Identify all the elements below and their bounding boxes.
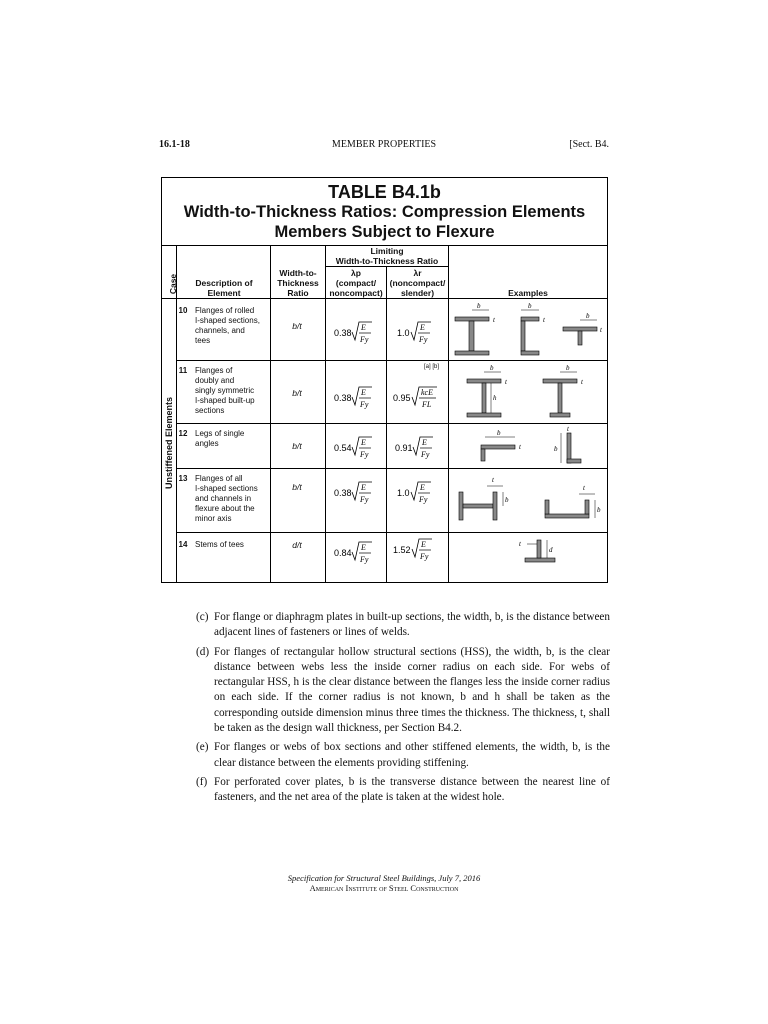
svg-text:0.38: 0.38 — [334, 393, 352, 403]
lambda-p-header: λp (compact/ noncompact) — [329, 268, 383, 298]
svg-text:E: E — [361, 543, 366, 552]
case-number-12: 12 — [178, 429, 188, 438]
example-figure-12 — [451, 425, 607, 468]
svg-text:Fy: Fy — [420, 552, 429, 561]
case-header: Case — [168, 273, 178, 295]
svg-text:Fy: Fy — [360, 495, 369, 504]
table-title: TABLE B4.1b — [328, 182, 441, 202]
svg-text:0.84: 0.84 — [334, 548, 352, 558]
svg-text:b: b — [497, 429, 501, 437]
limiting-header: Limiting Width-to-Thickness Ratio — [335, 246, 439, 266]
table-notes — [196, 610, 610, 806]
description-13: Flanges of all I-shaped sections and channels in flexure about the minor axis — [195, 474, 258, 523]
svg-text:Fy: Fy — [421, 450, 430, 459]
limiting-rule — [326, 266, 448, 267]
svg-text:0.54: 0.54 — [334, 443, 352, 453]
svg-text:t: t — [505, 378, 507, 386]
svg-text:E: E — [420, 323, 425, 332]
ratio-11: b/t — [292, 388, 302, 398]
svg-text:b: b — [490, 364, 494, 372]
svg-text:Fy: Fy — [360, 555, 369, 564]
svg-text:1.0: 1.0 — [397, 488, 410, 498]
svg-text:E: E — [361, 388, 366, 397]
running-head — [159, 139, 609, 153]
svg-text:b: b — [505, 496, 509, 504]
footer-specification: Specification for Structural Steel Buildings, July 7, 2016 — [287, 873, 481, 883]
examples-header: Examples — [508, 288, 548, 298]
case-number-10: 10 — [178, 306, 188, 315]
section-ref: [Sect. B4. — [569, 139, 609, 150]
example-figure-11 — [451, 362, 607, 422]
svg-text:Fy: Fy — [360, 335, 369, 344]
svg-text:t: t — [492, 476, 494, 484]
footnote-ref-11: [a] [b] — [424, 364, 440, 370]
col-rule-lp — [386, 266, 387, 582]
svg-text:E: E — [421, 540, 426, 549]
svg-text:1.52: 1.52 — [393, 545, 411, 555]
row-rule-12 — [176, 468, 607, 469]
note-f: (f) For perforated cover plates, b is the transverse distance between the nearest line of fasteners, and the net area of the plate is taken at the widest hole. — [196, 775, 610, 804]
section-title: MEMBER PROPERTIES — [331, 139, 437, 150]
page-footer — [0, 873, 768, 893]
svg-text:0.95: 0.95 — [393, 393, 411, 403]
ratio-10: b/t — [292, 321, 302, 331]
svg-text:0.91: 0.91 — [395, 443, 413, 453]
lambda-r-formula-10 — [391, 318, 451, 348]
svg-text:0.38: 0.38 — [334, 488, 352, 498]
lambda-p-formula-10 — [330, 318, 390, 348]
page-number: 16.1-18 — [159, 139, 190, 150]
lambda-r-header: λr (noncompact/ slender) — [389, 268, 446, 298]
lambda-p-formula-13 — [330, 478, 390, 508]
description-14: Stems of tees — [195, 540, 244, 549]
header-bottom-rule — [162, 298, 607, 299]
description-header: Description of Element — [195, 278, 253, 298]
svg-text:t: t — [493, 316, 495, 324]
ratio-12: b/t — [292, 441, 302, 451]
svg-text:0.38: 0.38 — [334, 328, 352, 338]
note-d: (d) For flanges of rectangular hollow structural sections (HSS), the width, b, is the clear distance between webs less the inside corner radius on each side. For webs of rectangular HSS, h is the clear distance between the flanges less the inside corner radius on each side. If the corner radius is not known, b and h shall be taken as the corresponding outside dimension minus three times the thickness. The thickness, t, shall be taken as the design wall thickness, per Section B4.2. — [196, 645, 610, 735]
footer-publisher: American Institute of Steel Construction — [309, 883, 459, 893]
svg-text:t: t — [583, 484, 585, 492]
svg-text:FL: FL — [422, 400, 432, 409]
svg-text:t: t — [581, 378, 583, 386]
lambda-r-formula-13 — [391, 478, 451, 508]
description-11: Flanges of doubly and singly symmetric I-shaped built-up sections — [195, 366, 255, 415]
svg-text:Fy: Fy — [360, 450, 369, 459]
svg-text:b: b — [528, 302, 532, 310]
row-rule-11 — [176, 423, 607, 424]
svg-text:d: d — [549, 546, 553, 554]
svg-text:h: h — [493, 394, 497, 402]
table-subtitle-2: Members Subject to Flexure — [274, 223, 495, 241]
ratio-header: Width-to- Thickness Ratio — [277, 268, 319, 298]
svg-text:Fy: Fy — [360, 400, 369, 409]
case-number-11: 11 — [178, 366, 188, 375]
lambda-p-formula-14 — [330, 538, 390, 568]
lambda-r-formula-14 — [391, 535, 451, 565]
note-c: (c) For flange or diaphragm plates in built-up sections, the width, b, is the distance between adjacent lines of fasteners or lines of welds. — [196, 611, 610, 639]
example-figure-13 — [451, 470, 607, 532]
lambda-r-formula-11 — [391, 383, 451, 413]
svg-text:t: t — [543, 316, 545, 324]
ratio-14: d/t — [292, 540, 302, 550]
svg-text:Fy: Fy — [419, 335, 428, 344]
svg-text:b: b — [566, 364, 570, 372]
svg-text:t: t — [519, 540, 521, 548]
lambda-p-formula-11 — [330, 383, 390, 413]
svg-text:t: t — [567, 425, 569, 433]
case-number-13: 13 — [178, 474, 188, 483]
svg-text:E: E — [420, 483, 425, 492]
svg-text:b: b — [586, 312, 590, 320]
svg-text:t: t — [519, 443, 521, 451]
table-b4-1b — [161, 177, 608, 583]
svg-text:E: E — [361, 438, 366, 447]
lambda-p-formula-12 — [330, 433, 390, 463]
description-12: Legs of single angles — [195, 429, 245, 448]
table-subtitle-1: Width-to-Thickness Ratios: Compression Elements — [183, 203, 586, 221]
svg-text:t: t — [600, 326, 602, 334]
ratio-13: b/t — [292, 482, 302, 492]
lambda-r-formula-12 — [391, 433, 451, 463]
svg-text:b: b — [554, 445, 558, 453]
svg-text:b: b — [477, 302, 481, 310]
note-e: (e) For flanges or webs of box sections and other stiffened elements, the width, b, is the clear distance between the elements providing stiffening. — [196, 741, 610, 769]
description-10: Flanges of rolled I-shaped sections, channels, and tees — [195, 306, 260, 345]
example-figure-14 — [451, 532, 607, 580]
row-rule-10 — [176, 360, 607, 361]
example-figure-10 — [451, 302, 607, 360]
svg-text:E: E — [422, 438, 427, 447]
svg-text:b: b — [597, 506, 601, 514]
svg-text:1.0: 1.0 — [397, 328, 410, 338]
svg-text:kcE: kcE — [421, 388, 433, 397]
case-number-14: 14 — [178, 540, 188, 549]
svg-text:E: E — [361, 323, 366, 332]
svg-text:Fy: Fy — [419, 495, 428, 504]
unstiffened-elements-label: Unstiffened Elements — [164, 396, 174, 490]
svg-text:E: E — [361, 483, 366, 492]
